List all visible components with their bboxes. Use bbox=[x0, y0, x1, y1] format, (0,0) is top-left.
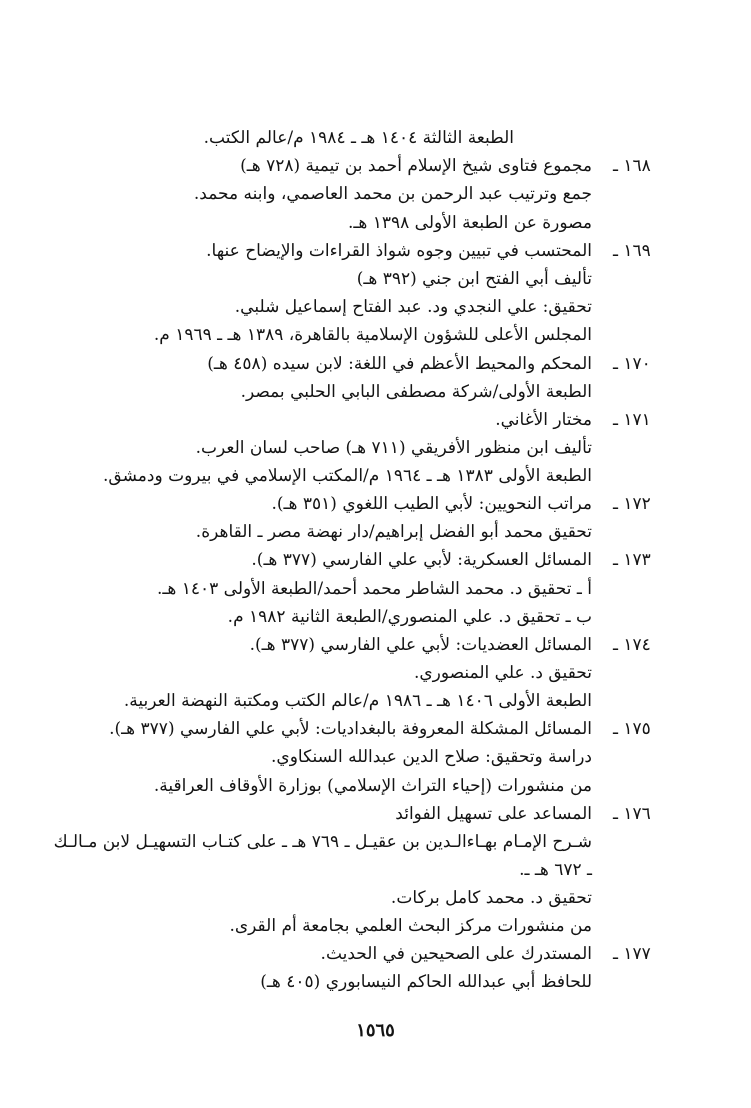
text-line: الطبعة الأولى ١٤٠٦ هـ ـ ١٩٨٦ م/عالم الكتب ومكتبة النهضة العربية. bbox=[123, 691, 592, 711]
entry-number: ١٧٥ ـ bbox=[613, 719, 651, 739]
text-line: تأليف ابن منظور الأفريقي (٧١١ هـ) صاحب لسان العرب. bbox=[195, 438, 592, 458]
entry-number: ١٧٠ ـ bbox=[613, 354, 651, 374]
text-line: ـ ٦٧٢ هـ ـ. bbox=[519, 860, 592, 880]
entry-title: المسائل العضديات: لأبي علي الفارسي (٣٧٧ هـ). bbox=[249, 635, 592, 655]
entry-number: ١٦٩ ـ bbox=[613, 241, 651, 261]
text-line: الطبعة الأولى ١٣٨٣ هـ ـ ١٩٦٤ م/المكتب الإسلامي في بيروت ودمشق. bbox=[103, 466, 592, 486]
text-line: المجلس الأعلى للشؤون الإسلامية بالقاهرة، ١٣٨٩ هـ ـ ١٩٦٩ م. bbox=[153, 325, 592, 345]
entry-title: المحكم والمحيط الأعظم في اللغة: لابن سيده (٤٥٨ هـ) bbox=[207, 354, 592, 374]
entry-number: ١٧٣ ـ bbox=[613, 550, 651, 570]
text-line: تحقيق محمد أبو الفضل إبراهيم/دار نهضة مصر ـ القاهرة. bbox=[195, 522, 592, 542]
text-line: الطبعة الثالثة ١٤٠٤ هـ ـ ١٩٨٤ م/عالم الكتب. bbox=[203, 128, 514, 148]
entry-title: المستدرك على الصحيحين في الحديث. bbox=[320, 944, 592, 964]
entry-title: المسائل العسكرية: لأبي علي الفارسي (٣٧٧ هـ). bbox=[251, 550, 592, 570]
entry-title: المسائل المشكلة المعروفة بالبغداديات: لأبي علي الفارسي (٣٧٧ هـ). bbox=[109, 719, 592, 739]
entry-number: ١٧١ ـ bbox=[613, 410, 651, 430]
text-line: تحقيق د. محمد كامل بركات. bbox=[390, 888, 592, 908]
entry-number: ١٧٢ ـ bbox=[613, 494, 651, 514]
entry-number: ١٧٧ ـ bbox=[613, 944, 651, 964]
text-line: تحقيق: علي النجدي ود. عبد الفتاح إسماعيل شلبي. bbox=[234, 297, 592, 317]
text-line: الطبعة الأولى/شركة مصطفى البابي الحلبي بمصر. bbox=[240, 382, 592, 402]
entry-title: مختار الأغاني. bbox=[495, 410, 592, 430]
text-line: تأليف أبي الفتح ابن جني (٣٩٢ هـ) bbox=[356, 269, 592, 289]
entry-title: المساعد على تسهيل الفوائد bbox=[395, 804, 592, 824]
text-line: للحافظ أبي عبدالله الحاكم النيسابوري (٤٠٥ هـ) bbox=[260, 972, 592, 992]
page-number: ١٥٦٥ bbox=[356, 1020, 395, 1041]
entry-title: المحتسب في تبيين وجوه شواذ القراءات والإيضاح عنها. bbox=[206, 241, 592, 261]
text-line: ب ـ تحقيق د. علي المنصوري/الطبعة الثانية ١٩٨٢ م. bbox=[227, 607, 592, 627]
entry-number: ١٧٤ ـ bbox=[613, 635, 651, 655]
text-line: مصورة عن الطبعة الأولى ١٣٩٨ هـ. bbox=[347, 213, 592, 233]
text-line: من منشورات (إحياء التراث الإسلامي) بوزارة الأوقاف العراقية. bbox=[153, 776, 592, 796]
text-line: من منشورات مركز البحث العلمي بجامعة أم القرى. bbox=[229, 916, 592, 936]
entry-number: ١٦٨ ـ bbox=[613, 156, 651, 176]
text-line: أ ـ تحقيق د. محمد الشاطر محمد أحمد/الطبعة الأولى ١٤٠٣ هـ. bbox=[156, 579, 592, 599]
entry-number: ١٧٦ ـ bbox=[613, 804, 651, 824]
text-line: دراسة وتحقيق: صلاح الدين عبدالله السنكاوي. bbox=[270, 747, 592, 767]
entry-title: مراتب النحويين: لأبي الطيب اللغوي (٣٥١ هـ). bbox=[271, 494, 592, 514]
entry-title: مجموع فتاوى شيخ الإسلام أحمد بن تيمية (٧٢٨ هـ) bbox=[240, 156, 592, 176]
text-line: شـرح الإمـام بهـاءالـدين بن عقيـل ـ ٧٦٩ هـ ـ على كتـاب التسهيـل لابن مـالـك bbox=[53, 832, 592, 852]
text-line: جمع وترتيب عبد الرحمن بن محمد العاصمي، وابنه محمد. bbox=[193, 184, 592, 204]
text-line: تحقيق د. علي المنصوري. bbox=[413, 663, 592, 683]
